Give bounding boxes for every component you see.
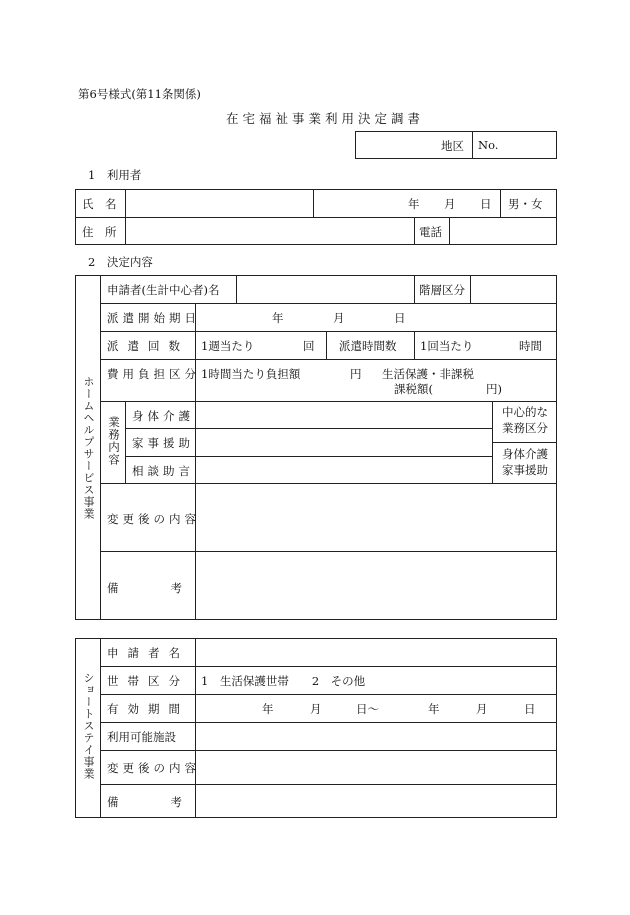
section2-heading: 2 決定内容 — [88, 255, 153, 269]
changed-content-label: 変更後の内容 — [107, 512, 200, 526]
cost-label: 費用負担区分 — [107, 367, 200, 381]
tax-amount: 課税額( — [394, 382, 433, 396]
start-month: 月 — [333, 311, 345, 325]
tax-yen: 円) — [486, 382, 502, 396]
address-label: 住 所 — [82, 225, 117, 239]
to-month: 月 — [476, 702, 488, 716]
from-year: 年 — [262, 702, 274, 716]
work-content-label: 業務内容 — [107, 416, 121, 466]
applicant-name-label: 申請者名 — [107, 646, 189, 660]
main-category-label: 中心的な業務区分 — [502, 405, 548, 435]
physical-care: 身体介護 — [132, 409, 194, 423]
no-label: No. — [478, 138, 499, 152]
times-unit: 回 — [303, 339, 315, 353]
remarks-label: 備考 — [107, 581, 234, 595]
visits-label: 派遣回数 — [107, 339, 189, 353]
start-date-label: 派遣開始期日 — [107, 311, 200, 325]
applicant-label: 申請者(生計中心者)名 — [107, 283, 220, 297]
shortstay-table — [75, 638, 557, 818]
hours-unit: 時間 — [519, 339, 542, 353]
phone-label: 電話 — [419, 225, 442, 239]
ss-changed-content-label: 変更後の内容 — [107, 761, 200, 775]
sex-options: 男・女 — [508, 197, 543, 211]
yen-unit: 円 — [350, 367, 362, 381]
facility-label: 利用可能施設 — [107, 730, 176, 744]
hourly-cost: 1時間当たり負担額 — [201, 367, 301, 381]
homehelp-vertical-label: ホームヘルプサービス事業 — [82, 376, 95, 520]
form-title: 在宅福祉事業利用決定調書 — [226, 111, 425, 126]
per-week: 1週当たり — [201, 339, 255, 353]
welfare-status: 生活保護・非課税 — [382, 367, 474, 381]
per-visit: 1回当たり — [420, 339, 474, 353]
name-label: 氏 名 — [82, 197, 117, 211]
district-label: 地区 — [441, 139, 464, 153]
consultation: 相談助言 — [132, 464, 194, 478]
duration-label: 派遣時間数 — [339, 339, 397, 353]
start-day: 日 — [394, 311, 406, 325]
ss-remarks-label: 備考 — [107, 795, 234, 809]
dob-year: 年 — [408, 197, 420, 211]
household-options: 1 生活保護世帯 2 その他 — [201, 674, 366, 688]
from-month: 月 — [310, 702, 322, 716]
validity-label: 有効期間 — [107, 702, 189, 716]
to-day: 日 — [524, 702, 536, 716]
housework: 家事援助 — [132, 436, 194, 450]
start-year: 年 — [272, 311, 284, 325]
to-year: 年 — [428, 702, 440, 716]
main-category-options: 身体介護家事援助 — [502, 447, 548, 477]
shortstay-vertical-label: ショートステイ事業 — [82, 672, 95, 780]
from-day: 日〜 — [356, 702, 379, 716]
dob-month: 月 — [444, 197, 456, 211]
dob-day: 日 — [480, 197, 492, 211]
form-number: 第6号様式(第11条関係) — [78, 87, 201, 101]
tier-label: 階層区分 — [419, 283, 465, 297]
section1-heading: 1 利用者 — [88, 168, 142, 182]
household-label: 世帯区分 — [107, 674, 189, 688]
